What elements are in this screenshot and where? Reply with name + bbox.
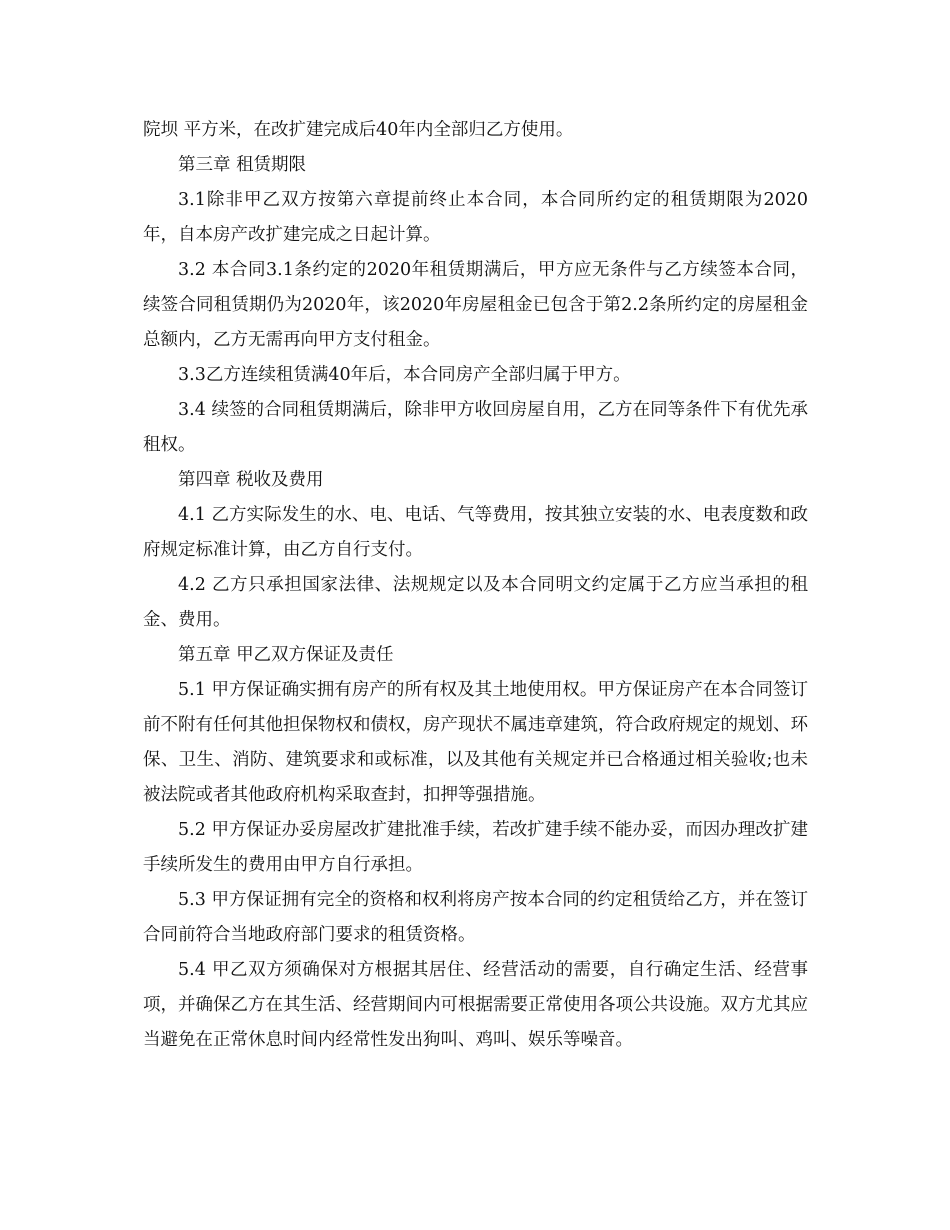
clause-4-1: 4.1 乙方实际发生的水、电、电话、气等费用，按其独立安装的水、电表度数和政府规定标准计算，由乙方自行支付。 [143,505,808,560]
paragraph-continuation: 院坝 平方米，在改扩建完成后40年内全部归乙方使用。 [143,120,574,140]
chapter-heading-4: 第四章 税收及费用 [178,470,324,490]
clause-3-2: 3.2 本合同3.1条约定的2020年租赁期满后，甲方应无条件与乙方续签本合同，续签合同租赁期仍为2020年，该2020年房屋租金已包含于第2.2条所约定的房屋租金总额内，乙方无需再向甲方支付租金。 [143,260,808,350]
clause-5-2: 5.2 甲方保证办妥房屋改扩建批准手续，若改扩建手续不能办妥，而因办理改扩建手续所发生的费用由甲方自行承担。 [143,820,808,875]
chapter-heading-3: 第三章 租赁期限 [178,155,307,175]
clause-5-3: 5.3 甲方保证拥有完全的资格和权利将房产按本合同的约定租赁给乙方，并在签订合同前符合当地政府部门要求的租赁资格。 [143,890,808,945]
clause-3-4: 3.4 续签的合同租赁期满后，除非甲方收回房屋自用，乙方在同等条件下有优先承租权。 [143,400,808,455]
chapter-heading-5: 第五章 甲乙双方保证及责任 [178,645,394,665]
clause-4-2: 4.2 乙方只承担国家法律、法规规定以及本合同明文约定属于乙方应当承担的租金、费用。 [143,575,808,630]
document-body [143,113,808,1058]
clause-5-1: 5.1 甲方保证确实拥有房产的所有权及其土地使用权。甲方保证房产在本合同签订前不附有任何其他担保物权和债权，房产现状不属违章建筑，符合政府规定的规划、环保、卫生、消防、建筑要求和或标准，以及其他有关规定并已合格通过相关验收;也未被法院或者其他政府机构采取查封，扣押等强措施。 [143,680,808,805]
clause-3-1: 3.1除非甲乙双方按第六章提前终止本合同，本合同所约定的租赁期限为2020年，自本房产改扩建完成之日起计算。 [143,190,808,245]
clause-5-4: 5.4 甲乙双方须确保对方根据其居住、经营活动的需要，自行确定生活、经营事项，并确保乙方在其生活、经营期间内可根据需要正常使用各项公共设施。双方尤其应当避免在正常休息时间内经常性发出狗叫、鸡叫、娱乐等噪音。 [143,960,808,1050]
clause-3-3: 3.3乙方连续租赁满40年后，本合同房产全部归属于甲方。 [178,365,631,385]
